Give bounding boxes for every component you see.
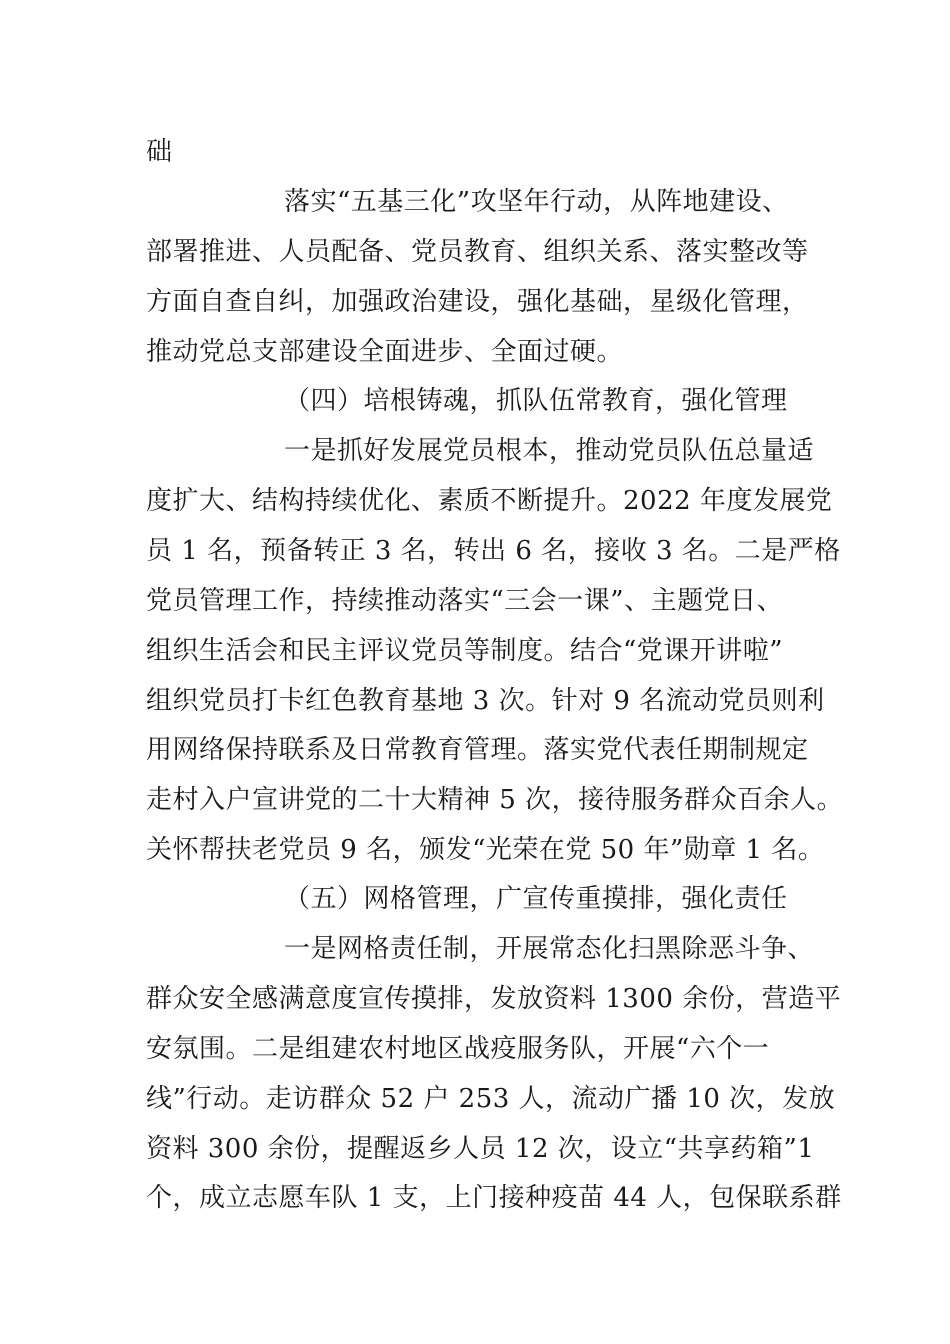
text-line: 群众安全感满意度宣传摸排，发放资料 1300 余份，营造平 bbox=[146, 984, 842, 1014]
text-line: 推动党总支部建设全面进步、全面过硬。 bbox=[146, 337, 624, 367]
section-heading-4: （四）培根铸魂，抓队伍常教育，强化管理 bbox=[284, 386, 788, 416]
text-line: 部署推进、人员配备、党员教育、组织关系、落实整改等 bbox=[146, 237, 809, 267]
text-line: 员 1 名，预备转正 3 名，转出 6 名，接收 3 名。二是严格 bbox=[146, 536, 841, 566]
text-line: 方面自查自纠，加强政治建设，强化基础，星级化管理， bbox=[146, 287, 809, 317]
text-line: 用网络保持联系及日常教育管理。落实党代表任期制规定 bbox=[146, 735, 809, 765]
text-line: 个，成立志愿车队 1 支，上门接种疫苗 44 人，包保联系群 bbox=[146, 1183, 842, 1213]
text-line: 线”行动。走访群众 52 户 253 人，流动广播 10 次，发放 bbox=[146, 1084, 836, 1114]
text-line: 组织生活会和民主评议党员等制度。结合“党课开讲啦” bbox=[146, 636, 784, 666]
text-line-continuation: 础 bbox=[146, 137, 173, 167]
text-line: 走村入户宣讲党的二十大精神 5 次，接待服务群众百余人。 bbox=[146, 785, 844, 815]
paragraph-start-line: 落实“五基三化”攻坚年行动，从阵地建设、 bbox=[284, 187, 789, 217]
text-line: 组织党员打卡红色教育基地 3 次。针对 9 名流动党员则利 bbox=[146, 686, 825, 716]
paragraph-start-line: 一是网格责任制，开展常态化扫黑除恶斗争、 bbox=[284, 934, 815, 964]
text-line: 党员管理工作，持续推动落实“三会一课”、主题党日、 bbox=[146, 586, 784, 616]
text-line: 安氛围。二是组建农村地区战疫服务队，开展“六个一 bbox=[146, 1034, 770, 1064]
text-line: 关怀帮扶老党员 9 名，颁发“光荣在党 50 年”勋章 1 名。 bbox=[146, 835, 825, 865]
text-line: 资料 300 余份，提醒返乡人员 12 次，设立“共享药箱”1 bbox=[146, 1134, 815, 1164]
paragraph-start-line: 一是抓好发展党员根本，推动党员队伍总量适 bbox=[284, 436, 815, 466]
text-line: 度扩大、结构持续优化、素质不断提升。2022 年度发展党 bbox=[146, 486, 833, 516]
section-heading-5: （五）网格管理，广宣传重摸排，强化责任 bbox=[284, 884, 788, 914]
